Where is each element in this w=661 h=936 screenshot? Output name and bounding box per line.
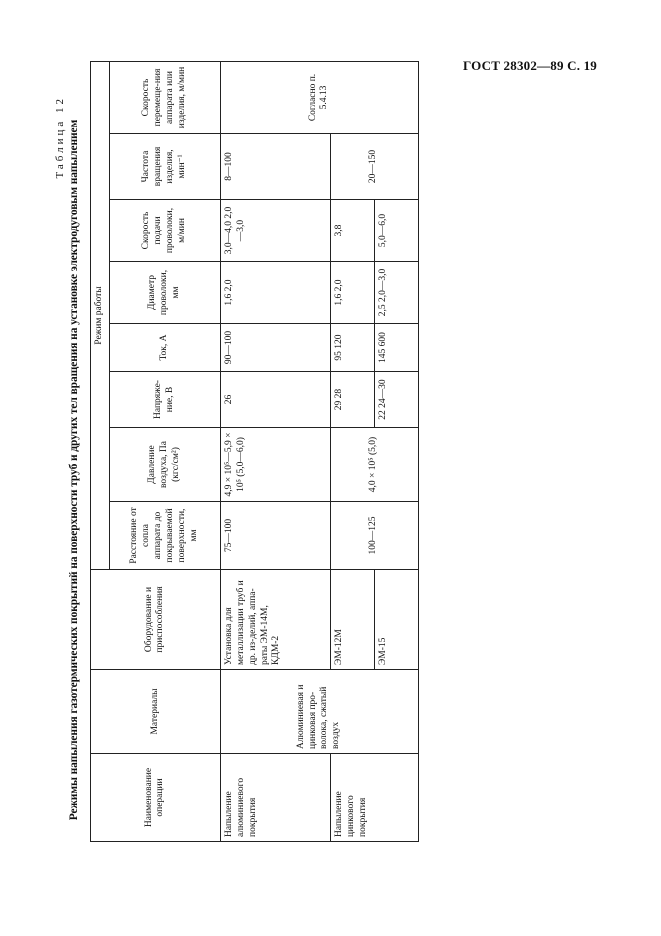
cell-diam2: 1,6 2,0 xyxy=(330,262,374,324)
cell-eq2: ЭМ-12М xyxy=(330,570,374,670)
cell-freq1: 8—100 xyxy=(220,134,330,200)
cell-diam3: 2,5 2,0—3,0 xyxy=(374,262,418,324)
col-voltage: Напряже-ние, В xyxy=(109,372,220,428)
col-speed: Скорость перемеще-ния аппарата или изделия, м/мин xyxy=(109,62,220,134)
table-label: Таблица 12 xyxy=(54,96,66,179)
col-freq: Частота вращения изделия, мин⁻¹ xyxy=(109,134,220,200)
cell-volt1: 26 xyxy=(220,372,330,428)
cell-dist1: 75—100 xyxy=(220,502,330,570)
table-row xyxy=(220,62,330,842)
cell-press1: 4,9 × 10⁵—5,9 × 10⁵ (5,0—6,0) xyxy=(220,428,330,502)
table-title: Режимы напыления газотермических покрытий на поверхности труб и других тел вращения на установке электродуговым напылением xyxy=(68,119,80,821)
cell-eq3: ЭМ-15 xyxy=(374,570,418,670)
header-row-1 xyxy=(91,62,110,842)
cell-cur2: 95 120 xyxy=(330,324,374,372)
cell-volt2: 29 28 xyxy=(330,372,374,428)
cell-feed1: 3,0—4,0 2,0—3,0 xyxy=(220,200,330,262)
cell-op-zinc: Напыление цинкового покрытия xyxy=(330,754,418,842)
col-pressure: Давление воздуха, Па (кгс/см²) xyxy=(109,428,220,502)
cell-speed: Согласно п. 5.4.13 xyxy=(220,62,418,134)
cell-cur3: 145 600 xyxy=(374,324,418,372)
col-equipment: Оборудование и приспособления xyxy=(91,570,221,670)
cell-dist2: 100—125 xyxy=(330,502,418,570)
cell-volt3: 22 24—30 xyxy=(374,372,418,428)
col-materials: Материалы xyxy=(91,670,221,754)
cell-op-aluminum: Напыление алюминиевого покрытия xyxy=(220,754,330,842)
cell-freq2: 20—150 xyxy=(330,134,418,200)
cell-press2: 4,0 × 10⁵ (5,0) xyxy=(330,428,418,502)
cell-cur1: 90—100 xyxy=(220,324,330,372)
col-feed: Скорость подачи проволоки, м/мин xyxy=(109,200,220,262)
col-distance: Расстояние от сопла аппарата до покрываемой поверхности, мм xyxy=(109,502,220,570)
cell-diam1: 1,6 2,0 xyxy=(220,262,330,324)
cell-feed2: 3,8 xyxy=(330,200,374,262)
col-mode: Режим работы xyxy=(91,62,110,570)
col-operation: Наименование операции xyxy=(91,754,221,842)
cell-materials: Алюминиевая и цинковая про-волока, сжатый воздух xyxy=(220,670,418,754)
col-diameter: Диаметр проволоки, мм xyxy=(109,262,220,324)
spray-modes-table xyxy=(90,61,419,842)
cell-feed3: 5,0—6,0 xyxy=(374,200,418,262)
rotated-table-block xyxy=(50,66,610,850)
col-current: Ток, А xyxy=(109,324,220,372)
cell-eq1: Установка для металлизации труб и др. из-делий, аппа-раты ЭМ-14М, КДМ-2 xyxy=(220,570,330,670)
page-header: ГОСТ 28302—89 С. 19 xyxy=(463,58,597,73)
